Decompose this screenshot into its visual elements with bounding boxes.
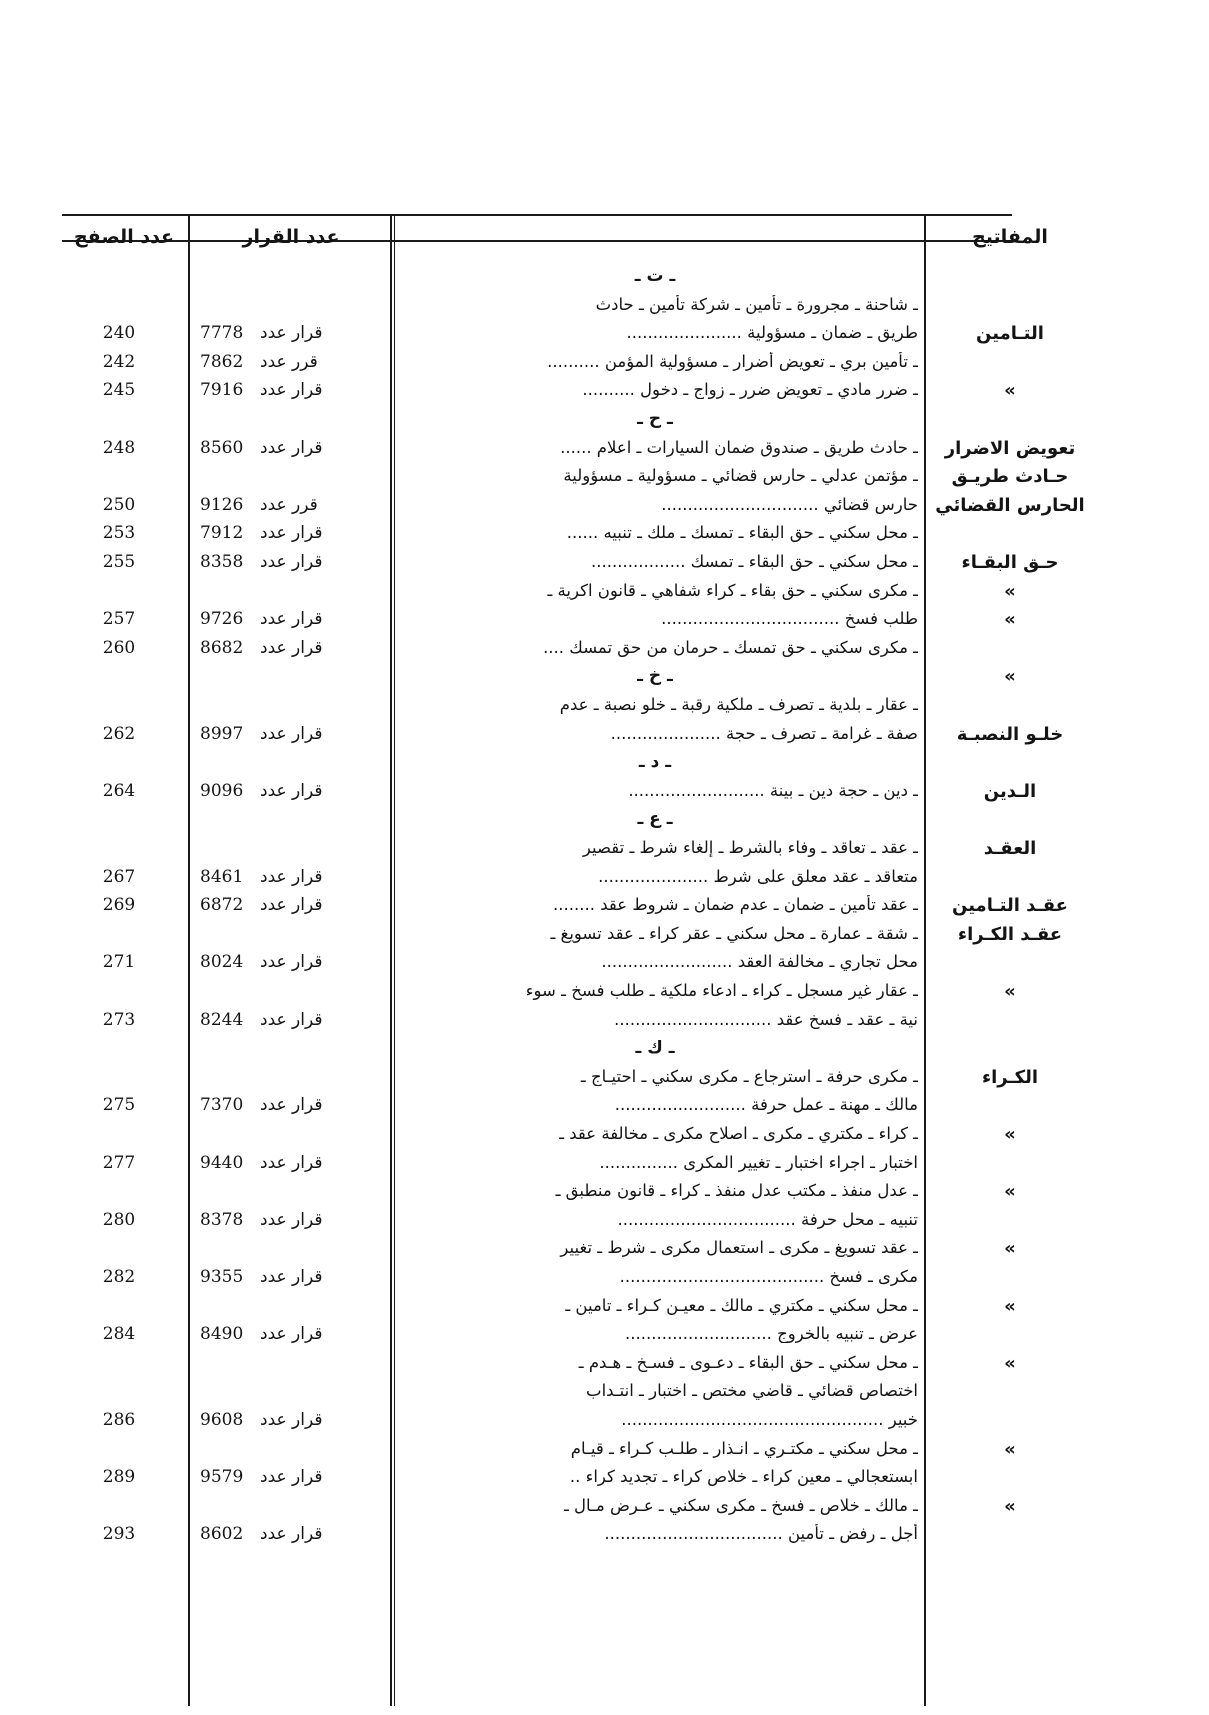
entry-page-number: 273: [102, 1009, 136, 1030]
entry-keyword: الكـراء: [981, 1066, 1039, 1088]
index-entry-row: [0, 319, 1209, 349]
entry-page-number: 253: [102, 523, 136, 544]
decision-number: 8490: [200, 1324, 244, 1345]
index-entry-row: [0, 462, 1209, 492]
entry-description: طريق ـ ضمان ـ مسؤولية ......................: [626, 323, 918, 343]
index-entry-row: [0, 1149, 1209, 1179]
entry-page-number: 245: [102, 380, 136, 401]
index-entry-row: [0, 777, 1209, 807]
entry-page-number: 262: [102, 723, 136, 744]
entry-keyword: حـادث طريـق: [951, 466, 1069, 488]
entry-description: تنبيه ـ محل حرفة ..................................: [617, 1209, 918, 1229]
index-entry-row: [0, 863, 1209, 893]
index-entry-row: [0, 1349, 1209, 1379]
entry-decision: [200, 1095, 390, 1115]
entry-keyword: عقـد التـامين: [952, 895, 1068, 917]
entry-decision: [200, 1153, 390, 1173]
entry-page-number: 282: [102, 1267, 136, 1287]
entry-description: ـ شقة ـ عمارة ـ محل سكني ـ عقر كراء ـ عقد تسويغ ـ: [550, 923, 918, 943]
decision-label: قرر عدد: [260, 494, 318, 515]
entry-page-number: 242: [102, 351, 136, 372]
entry-keyword: »: [1004, 1495, 1016, 1517]
entry-description: ـ محل سكني ـ حق البقاء ـ تمسك ..................: [591, 552, 918, 571]
entry-keyword: »: [1004, 1238, 1016, 1260]
entry-decision: [200, 1410, 390, 1430]
index-entry-row: [0, 1063, 1209, 1093]
entry-decision: [200, 867, 390, 887]
entry-decision: [200, 638, 390, 658]
section-letter-row: [0, 805, 1209, 835]
index-entry-row: [0, 634, 1209, 664]
decision-number: 9726: [200, 609, 244, 630]
decision-label: قرار عدد: [260, 895, 323, 916]
entry-page-number: 286: [102, 1410, 136, 1430]
entry-decision: [200, 1524, 390, 1544]
entry-page-number: 264: [102, 780, 136, 801]
entry-decision: [200, 380, 390, 400]
decision-number: 9440: [200, 1152, 244, 1173]
entry-page-number: 255: [102, 552, 136, 572]
entry-description: اختصاص قضائي ـ قاضي مختص ـ اختبار ـ انتـداب: [586, 1381, 918, 1401]
index-entry-row: [0, 376, 1209, 406]
section-letter: ـ ح ـ: [637, 409, 673, 429]
index-entry-row: [0, 548, 1209, 578]
entry-page-number: 271: [102, 952, 136, 973]
decision-number: 8997: [200, 723, 244, 744]
decision-number: 7370: [200, 1095, 244, 1116]
section-letter-row: [0, 405, 1209, 435]
index-entry-row: [0, 1492, 1209, 1522]
entry-description: ـ مكرى سكني ـ حق تمسك ـ حرمان من حق تمسك ....: [543, 637, 918, 657]
entry-description: ـ محل سكني ـ حق البقاء ـ دعـوى ـ فسـخ ـ هـدم ـ: [578, 1352, 918, 1372]
decision-label: قرار عدد: [260, 780, 323, 801]
decision-label: قرار عدد: [260, 380, 323, 401]
entry-decision: [200, 609, 390, 629]
entry-keyword: »: [1004, 1124, 1016, 1145]
header-decision-number: عدد القرار: [242, 226, 340, 248]
decision-number: 9096: [200, 780, 244, 801]
entry-description: نية ـ عقد ـ فسخ عقد ..............................: [614, 1009, 918, 1029]
decision-number: 8358: [200, 552, 244, 572]
index-entry-row: [0, 434, 1209, 464]
decision-number: 9579: [200, 1467, 244, 1488]
section-letter: ـ ك ـ: [635, 1038, 675, 1059]
entry-keyword: »: [1004, 580, 1016, 602]
entry-page-number: 240: [102, 323, 136, 344]
index-entry-row: [0, 977, 1209, 1007]
section-letter-row: [0, 1034, 1209, 1064]
entry-description: ـ كراء ـ مكتري ـ مكرى ـ اصلاح مكرى ـ مخالفة عقد ـ: [559, 1124, 918, 1143]
decision-label: قرار عدد: [260, 1467, 323, 1488]
entry-page-number: 275: [102, 1095, 136, 1116]
entry-page-number: 269: [102, 895, 136, 916]
decision-number: 8024: [200, 952, 244, 973]
decision-number: 8244: [200, 1009, 244, 1030]
section-letter: ـ ت ـ: [634, 266, 676, 286]
section-letter: ـ ع ـ: [637, 809, 673, 830]
decision-number: 7862: [200, 351, 244, 372]
entry-description: ـ تأمين بري ـ تعويض أضرار ـ مسؤولية المؤمن ..........: [547, 351, 918, 371]
entry-keyword: الحارس القضائي: [935, 494, 1085, 516]
section-letter-row: [0, 662, 1209, 692]
index-entry-row: [0, 491, 1209, 521]
entry-decision: [200, 323, 390, 343]
entry-decision: [200, 1324, 390, 1344]
section-letter: ـ د ـ: [638, 752, 672, 773]
entry-description: ـ مالك ـ خلاص ـ فسخ ـ مكرى سكني ـ عـرض مـال ـ: [563, 1495, 918, 1515]
index-entry-row: [0, 605, 1209, 635]
entry-description: حارس قضائي ..............................: [661, 494, 918, 514]
entry-description: ـ حادث طريق ـ صندوق ضمان السيارات ـ اعلام ......: [560, 437, 918, 457]
entry-page-number: 280: [102, 1209, 136, 1230]
entry-description: عرض ـ تنبيه بالخروج ............................: [625, 1324, 918, 1344]
decision-label: قرار عدد: [260, 1267, 323, 1287]
decision-label: قرار عدد: [260, 552, 323, 572]
entry-description: ـ عقد تسويغ ـ مكرى ـ استعمال مكرى ـ شرط ـ تغيير: [560, 1238, 918, 1258]
entry-keyword: خلـو النصبـة: [956, 723, 1064, 745]
entry-description: مالك ـ مهنة ـ عمل حرفة .........................: [614, 1095, 918, 1115]
decision-number: 9355: [200, 1267, 244, 1287]
index-entry-row: [0, 1435, 1209, 1465]
index-entry-row: [0, 948, 1209, 978]
section-letter: ـ خ ـ: [637, 666, 673, 687]
section-letter-row: [0, 262, 1209, 292]
decision-number: 7916: [200, 380, 244, 401]
entry-description: اختبار ـ اجراء اختبار ـ تغيير المكرى ...............: [599, 1152, 918, 1172]
decision-label: قرار عدد: [260, 609, 323, 630]
entry-description: ـ عدل منفذ ـ مكتب عدل منفذ ـ كراء ـ قانون منطبق ـ: [555, 1181, 918, 1201]
entry-description: ـ محل سكني ـ حق البقاء ـ تمسك ـ ملك ـ تنبيه ......: [566, 523, 918, 543]
decision-number: 9608: [200, 1410, 244, 1430]
decision-label: قرار عدد: [260, 1209, 323, 1230]
entry-keyword: »: [1004, 1438, 1016, 1460]
index-entry-row: [0, 720, 1209, 750]
header-top-rule: [62, 214, 1012, 216]
entry-description: ـ مكرى حرفة ـ استرجاع ـ مكرى سكني ـ احتيـاج ـ: [580, 1066, 918, 1086]
header-page-number: عدد الصفح: [73, 226, 175, 248]
entry-description: ـ عقد ـ تعاقد ـ وفاء بالشرط ـ إلغاء شرط ـ تقصير: [582, 838, 918, 857]
entry-page-number: 293: [102, 1524, 136, 1545]
entry-decision: [200, 495, 390, 515]
entry-page-number: 289: [102, 1467, 136, 1488]
entry-decision: [200, 781, 390, 801]
decision-number: 7912: [200, 523, 244, 544]
entry-decision: [200, 952, 390, 972]
decision-label: قرار عدد: [260, 952, 323, 973]
decision-label: قرار عدد: [260, 637, 323, 658]
entry-description: ـ مؤتمن عدلي ـ حارس قضائي ـ مسؤولية ـ مسؤولية: [563, 466, 918, 486]
decision-label: قرار عدد: [260, 1152, 323, 1173]
index-entry-row: [0, 1234, 1209, 1264]
entry-keyword: »: [1004, 1352, 1016, 1374]
entry-page-number: 248: [102, 437, 136, 458]
entry-keyword: »: [1004, 380, 1016, 402]
entry-description: متعاقد ـ عقد معلق على شرط .....................: [598, 866, 918, 886]
index-entry-row: [0, 1406, 1209, 1436]
section-letter-row: [0, 748, 1209, 778]
index-entry-row: [0, 1263, 1209, 1293]
index-entry-row: [0, 1177, 1209, 1207]
entry-description: خبير ..................................................: [621, 1410, 918, 1429]
decision-label: قرار عدد: [260, 723, 323, 744]
decision-label: قرار عدد: [260, 1524, 323, 1545]
entry-decision: [200, 438, 390, 458]
decision-number: 6872: [200, 895, 244, 916]
index-entry-row: [0, 1320, 1209, 1350]
entry-decision: [200, 352, 390, 372]
decision-label: قرار عدد: [260, 1095, 323, 1116]
entry-decision: [200, 1010, 390, 1030]
index-entry-row: [0, 1463, 1209, 1493]
decision-number: 8378: [200, 1209, 244, 1230]
index-entry-row: [0, 1206, 1209, 1236]
entry-decision: [200, 552, 390, 572]
entry-description: ـ ضرر مادي ـ تعويض ضرر ـ زواج ـ دخول ..........: [582, 380, 918, 400]
index-entry-row: [0, 1006, 1209, 1036]
index-entry-row: [0, 1520, 1209, 1550]
decision-label: قرر عدد: [260, 351, 318, 372]
decision-number: 8560: [200, 437, 244, 458]
entry-description: ـ مكرى سكني ـ حق بقاء ـ كراء شفاهي ـ قانون اكرية ـ: [547, 580, 918, 600]
entry-keyword: العقـد: [983, 838, 1037, 859]
entry-description: طلب فسخ ..................................: [661, 609, 918, 629]
entry-description: ـ عقار ـ بلدية ـ تصرف ـ ملكية رقبة ـ خلو نصبة ـ عدم: [559, 695, 918, 714]
index-entry-row: [0, 1091, 1209, 1121]
entry-keyword: »: [1004, 1295, 1016, 1317]
entry-page-number: 260: [102, 637, 136, 658]
entry-decision: [200, 523, 390, 543]
entry-page-number: 267: [102, 866, 136, 887]
entry-decision: [200, 1467, 390, 1487]
entry-decision: [200, 724, 390, 744]
index-entry-row: [0, 291, 1209, 321]
header-keys: المفاتيح: [972, 226, 1048, 248]
entry-page-number: 257: [102, 609, 136, 630]
entry-keyword: حـق البقـاء: [961, 552, 1059, 573]
index-entry-row: [0, 348, 1209, 378]
decision-label: قرار عدد: [260, 437, 323, 458]
decision-label: قرار عدد: [260, 1324, 323, 1345]
decision-label: قرار عدد: [260, 1410, 323, 1430]
decision-label: قرار عدد: [260, 323, 323, 344]
index-entry-row: [0, 577, 1209, 607]
entry-description: ابستعجالي ـ معين كراء ـ خلاص كراء ـ تجديد كراء ..: [569, 1467, 918, 1487]
entry-description: ـ شاحنة ـ مجرورة ـ تأمين ـ شركة تأمين ـ حادث: [595, 294, 918, 314]
decision-label: قرار عدد: [260, 1009, 323, 1030]
entry-description: أجل ـ رفض ـ تأمين ..................................: [604, 1524, 918, 1544]
entry-keyword: التـامين: [976, 323, 1044, 345]
entry-keyword: »: [1004, 1181, 1016, 1203]
entry-description: ـ عقد تأمين ـ ضمان ـ عدم ضمان ـ شروط عقد ........: [553, 895, 918, 915]
entry-decision: [200, 1210, 390, 1230]
index-entry-row: [0, 891, 1209, 921]
entry-page-number: 277: [102, 1152, 136, 1173]
index-entry-row: [0, 1292, 1209, 1322]
decision-number: 9126: [200, 494, 244, 515]
decision-number: 8602: [200, 1524, 244, 1545]
entry-description: صفة ـ غرامة ـ تصرف ـ حجة .....................: [610, 723, 918, 743]
index-entry-row: [0, 920, 1209, 950]
index-entry-row: [0, 1377, 1209, 1407]
decision-label: قرار عدد: [260, 523, 323, 544]
entry-keyword: الـدين: [983, 780, 1037, 802]
index-entry-row: [0, 691, 1209, 721]
entry-decision: [200, 895, 390, 915]
decision-number: 8682: [200, 637, 244, 658]
entry-keyword: عقـد الكـراء: [957, 923, 1063, 945]
entry-page-number: 284: [102, 1324, 136, 1345]
entry-description: ـ دين ـ حجة دين ـ بينة ..........................: [628, 780, 918, 800]
entry-decision: [200, 1267, 390, 1287]
index-entry-row: [0, 834, 1209, 864]
decision-number: 7778: [200, 323, 244, 344]
entry-description: ـ محل سكني ـ مكتري ـ مالك ـ معيـن كـراء ـ تامين ـ: [565, 1295, 918, 1315]
index-entry-row: [0, 1120, 1209, 1150]
entry-description: محل تجاري ـ مخالفة العقد .........................: [601, 952, 918, 972]
decision-label: قرار عدد: [260, 866, 323, 887]
entry-keyword: »: [1004, 981, 1016, 1002]
entry-keyword: »: [1004, 609, 1016, 631]
entry-keyword: »: [1004, 666, 1016, 688]
entry-description: ـ عقار غير مسجل ـ كراء ـ ادعاء ملكية ـ طلب فسخ ـ سوء: [525, 981, 918, 1000]
decision-number: 8461: [200, 866, 244, 887]
entry-page-number: 250: [102, 494, 136, 515]
entry-description: ـ محل سكني ـ مكتـري ـ انـذار ـ طلـب كـراء ـ قيـام: [570, 1438, 918, 1458]
index-entry-row: [0, 519, 1209, 549]
entry-keyword: تعويض الاضرار: [944, 437, 1076, 459]
entry-description: مكرى ـ فسخ .......................................: [619, 1267, 918, 1286]
